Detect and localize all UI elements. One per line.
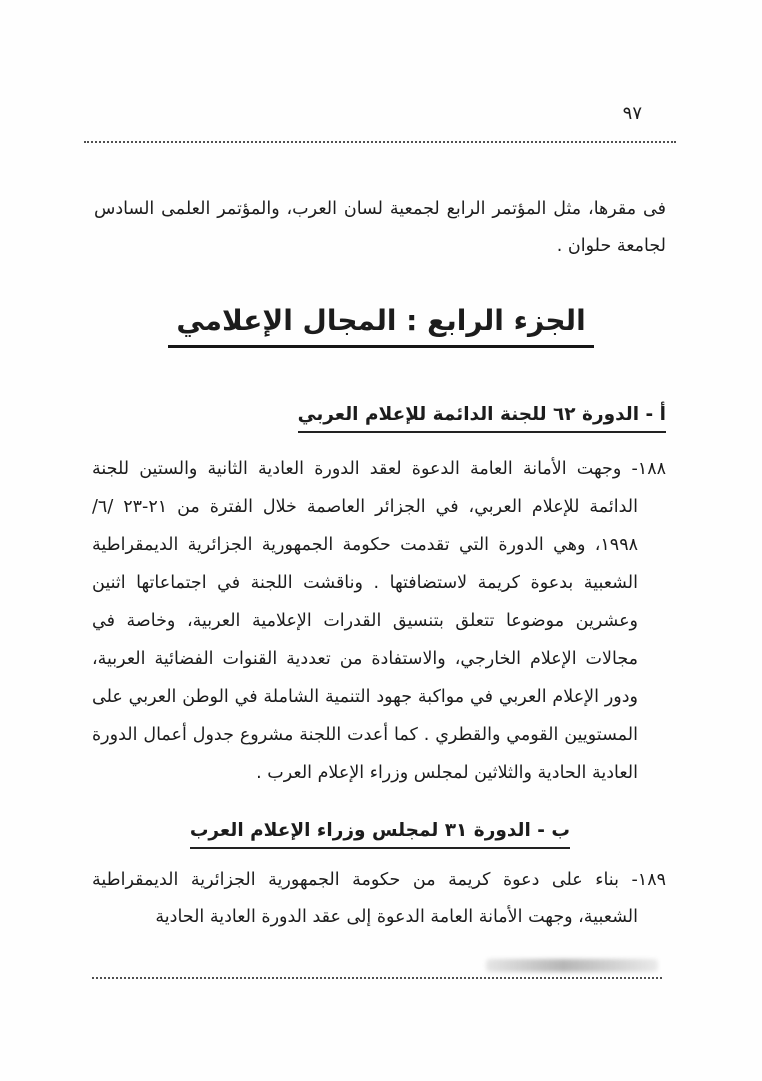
section-b-heading-text: ب - الدورة ٣١ لمجلس وزراء الإعلام العرب (190, 820, 570, 849)
top-divider-dotted-line (84, 141, 676, 143)
footer-illegible-smudge (486, 959, 658, 972)
section-a-heading (298, 404, 666, 433)
section-a-heading-text: أ - الدورة ٦٢ للجنة الدائمة للإعلام العربي (298, 404, 666, 433)
intro-paragraph: فى مقرها، مثل المؤتمر الرابع لجمعية لسان العرب، والمؤتمر العلمى السادس لجامعة حلوان . (94, 198, 666, 256)
main-heading (0, 300, 762, 348)
page-number: ٩٧ (622, 103, 642, 124)
main-heading-text: الجزء الرابع : المجال الإعلامي (168, 304, 593, 348)
bottom-divider-dotted-line (92, 977, 662, 979)
section-b-heading (190, 820, 570, 849)
section-a-paragraph: ١٨٨- وجهت الأمانة العامة الدعوة لعقد الدورة العادية الثانية والستين للجنة الدائمة للإعلام العربي، في الجزائر العاصمة خلال الفترة من ٢١-٢٣ /٦/ ١٩٩٨، وهي الدورة التي تقدمت حكومة الجمهورية الجزائرية الديمقراطية الشعبية بدعوة كريمة لاستضافتها . وناقشت اللجنة في اجتماعاتها اثنين وعشرين موضوعا تتعلق بتنسيق القدرات الإعلامية العربية، وخاصة في مجالات الإعلام الخارجي، والاستفادة من تعددية القنوات الفضائية العربية، ودور الإعلام العربي في مواكبة جهود التنمية الشاملة في الوطن العربي على المستويين القومي والقطري . كما أعدت اللجنة مشروع جدول أعمال الدورة العادية الحادية والثلاثين لمجلس وزراء الإعلام العرب . (92, 459, 666, 783)
section-b-paragraph: ١٨٩- بناء على دعوة كريمة من حكومة الجمهورية الجزائرية الديمقراطية الشعبية، وجهت الأمانة العامة الدعوة إلى عقد الدورة العادية الحادية (92, 870, 666, 927)
